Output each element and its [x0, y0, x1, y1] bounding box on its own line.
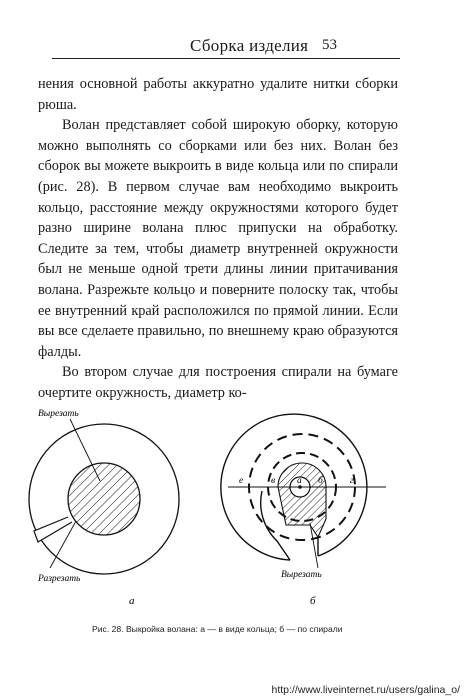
footer-url: http://www.liveinternet.ru/users/galina_o/ — [271, 684, 460, 696]
hatched-band — [278, 463, 326, 537]
sublabel-b: б — [310, 595, 316, 607]
ring-diagram — [29, 409, 179, 607]
paragraph-1: нения основной работы аккуратно удалите нитки сборки рюша. — [38, 76, 398, 113]
label-cut-out-right: Вырезать — [281, 570, 322, 580]
running-title: Сборка изделия — [190, 36, 309, 55]
paragraph-2: Волан представляет собой широкую оборку, которую можно выполнять со сборками или без них. Волан без сборок вы можете выкроить в виде кольца или по спирали (рис. 28). В первом случае вам необходимо выкроить кольцо, расстояние между окружностями которого будет разно ширине волана плюс припуски на обработку. Следите за тем, чтобы диаметр внутренней окружности был не меньше одной трети длины линии притачивания волана. Разрежьте кольцо и поверните полоску так, чтобы ее внутренний край расположился по прямой линии. Если вы все сделаете правильно, по внешнему краю образуются фалды. — [38, 117, 398, 360]
label-cut-out-left: Вырезать — [38, 409, 79, 419]
paragraph-3: Во втором случае для построения спирали на бумаге очертите окружность, диаметр ко- — [38, 364, 398, 401]
point-label-e: е — [239, 476, 244, 486]
spiral-diagram — [221, 414, 386, 607]
figure-caption: Рис. 28. Выкройка волана: а — в виде кольца; б — по спирали — [92, 624, 343, 634]
point-label-b: б — [318, 476, 323, 486]
page-header — [0, 36, 465, 56]
figure-28 — [0, 395, 465, 645]
point-label-a: а — [297, 476, 302, 486]
point-label-g: г — [350, 476, 354, 486]
sublabel-a: а — [129, 595, 135, 607]
body-text — [38, 74, 398, 404]
header-rule — [52, 58, 400, 59]
page-number: 53 — [322, 37, 337, 53]
label-cut-left: Разрезать — [38, 574, 81, 584]
point-label-v: в — [271, 476, 276, 486]
inner-circle — [68, 463, 140, 535]
